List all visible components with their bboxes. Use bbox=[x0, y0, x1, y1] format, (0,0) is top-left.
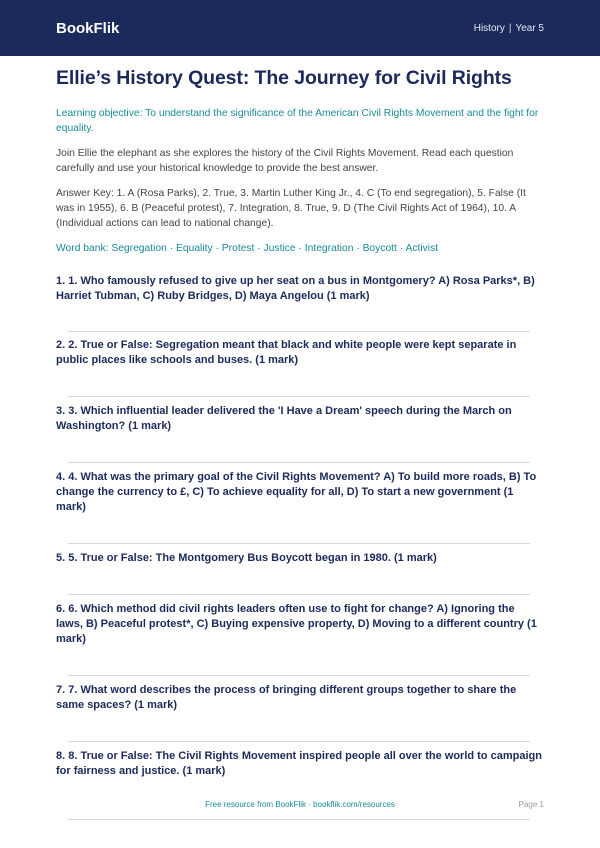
answer-line[interactable] bbox=[68, 304, 530, 332]
year-label: Year 5 bbox=[515, 22, 544, 34]
question-block bbox=[56, 404, 544, 463]
subject-label: History bbox=[473, 22, 505, 34]
question-block bbox=[56, 749, 544, 820]
question-text: 1. 1. Who famously refused to give up her seat on a bus in Montgomery? A) Rosa Parks*, B) Harriet Tubman, C) Ruby Bridges, D) Maya Angelou (1 mark) bbox=[56, 275, 535, 302]
breadcrumb-separator: | bbox=[508, 22, 512, 34]
question-text: 4. 4. What was the primary goal of the Civil Rights Movement? A) To build more roads, B) To change the currency to £, C) To achieve equality for all, D) To start a new government (1 mark) bbox=[56, 471, 537, 513]
breadcrumb bbox=[474, 23, 544, 34]
page-number: Page 1 bbox=[518, 800, 544, 809]
question-text: 6. 6. Which method did civil rights leaders often use to fight for change? A) Ignoring the laws, B) Peaceful protest*, C) Buying expensive property, D) Moving to a different country (1 mark) bbox=[56, 603, 537, 645]
question-block bbox=[56, 551, 544, 595]
answer-line[interactable] bbox=[68, 434, 530, 463]
intro-text: Join Ellie the elephant as she explores the history of the Civil Rights Movement. Read each question carefully and use your historical knowledge to provide the best answer. bbox=[56, 148, 514, 174]
page-title: Ellie’s History Quest: The Journey for Civil Rights bbox=[56, 67, 512, 89]
question-block bbox=[56, 274, 544, 332]
answer-line[interactable] bbox=[68, 713, 530, 742]
word-bank: Word bank: Segregation · Equality · Protest · Justice · Integration · Boycott · Activist bbox=[56, 243, 439, 254]
learning-objective: Learning objective: To understand the significance of the American Civil Rights Movement and the fight for equality. bbox=[56, 108, 539, 134]
answer-line[interactable] bbox=[68, 566, 530, 595]
worksheet-body bbox=[0, 56, 600, 820]
question-block bbox=[56, 470, 544, 544]
answer-line[interactable] bbox=[68, 515, 530, 544]
answer-line[interactable] bbox=[68, 368, 530, 397]
footer-credit: Free resource from BookFlik · bookflik.com/resources bbox=[205, 800, 395, 809]
question-block bbox=[56, 602, 544, 676]
question-block bbox=[56, 338, 544, 397]
question-text: 2. 2. True or False: Segregation meant that black and white people were kept separate in public places like schools and buses. (1 mark) bbox=[56, 339, 517, 366]
question-text: 7. 7. What word describes the process of bringing different groups together to share the same spaces? (1 mark) bbox=[56, 684, 517, 711]
answer-key: Answer Key: 1. A (Rosa Parks), 2. True, 3. Martin Luther King Jr., 4. C (To end segregation), 5. False (It was in 1955), 6. B (Peaceful protest), 7. Integration, 8. True, 9. D (The Civil Rights Act of 1964), 10. A (Individual actions can lead to national change). bbox=[56, 188, 526, 229]
question-text: 8. 8. True or False: The Civil Rights Movement inspired people all over the world to campaign for fairness and justice. (1 mark) bbox=[56, 750, 542, 777]
answer-line[interactable] bbox=[68, 647, 530, 676]
header-bar bbox=[0, 0, 600, 56]
question-text: 3. 3. Which influential leader delivered the 'I Have a Dream' speech during the March on Washington? (1 mark) bbox=[56, 405, 512, 432]
question-text: 5. 5. True or False: The Montgomery Bus Boycott began in 1980. (1 mark) bbox=[56, 552, 437, 564]
question-block bbox=[56, 683, 544, 742]
brand-logo-text: BookFlik bbox=[56, 19, 120, 37]
